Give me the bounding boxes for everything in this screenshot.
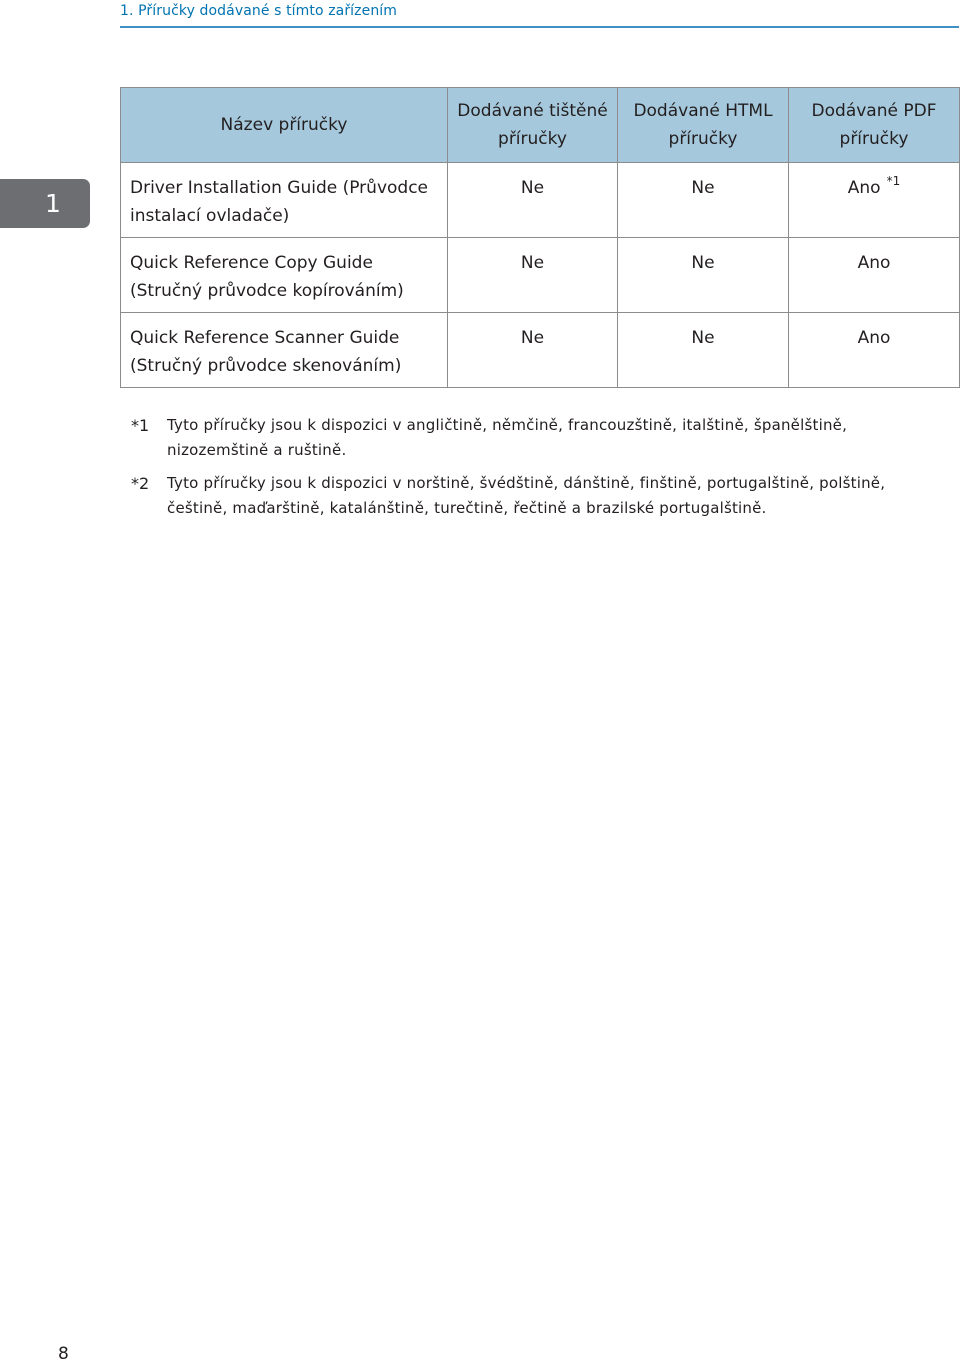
pdf-value: Ano [847, 178, 881, 198]
pdf-cell: Ano [789, 238, 960, 313]
printed-cell: Ne [448, 163, 618, 238]
column-header-html: Dodávané HTML příručky [618, 88, 789, 163]
table-row [121, 238, 960, 313]
footnote-item [131, 413, 931, 463]
footnote-mark: *1 [131, 416, 150, 435]
printed-cell: Ne [448, 313, 618, 388]
html-cell: Ne [618, 163, 789, 238]
footnote-text: Tyto příručky jsou k dispozici v angličtině, němčině, francouzštině, italštině, španělštině, nizozemštině a ruštině. [167, 416, 848, 459]
pdf-cell: Ano [789, 313, 960, 388]
column-header-pdf: Dodávané PDF příručky [789, 88, 960, 163]
html-cell: Ne [618, 238, 789, 313]
manual-name-cell: Quick Reference Scanner Guide (Stručný průvodce skenováním) [121, 313, 448, 388]
manuals-table [120, 87, 960, 388]
running-header: 1. Příručky dodávané s tímto zařízením [120, 3, 398, 19]
table-header-row [121, 88, 960, 163]
table-row [121, 313, 960, 388]
table-row [121, 163, 960, 238]
manual-name-cell: Quick Reference Copy Guide (Stručný průvodce kopírováním) [121, 238, 448, 313]
footnote-text: Tyto příručky jsou k dispozici v norštině, švédštině, dánštině, finštině, portugalštině, polštině, češtině, maďarštině, katalánštině, turečtině, řečtině a brazilské portugalštině. [167, 474, 886, 517]
footnote-item [131, 471, 931, 521]
column-header-name: Název příručky [121, 88, 448, 163]
chapter-tab: 1 [0, 179, 90, 228]
column-header-printed: Dodávané tištěné příručky [448, 88, 618, 163]
page-number: 8 [58, 1344, 69, 1364]
manual-name-cell: Driver Installation Guide (Průvodce instalací ovladače) [121, 163, 448, 238]
html-cell: Ne [618, 313, 789, 388]
footnotes [131, 413, 931, 529]
header-divider [120, 26, 959, 28]
pdf-cell [789, 163, 960, 238]
footnote-mark: *2 [131, 474, 150, 493]
printed-cell: Ne [448, 238, 618, 313]
footnote-reference: *1 [886, 174, 901, 188]
